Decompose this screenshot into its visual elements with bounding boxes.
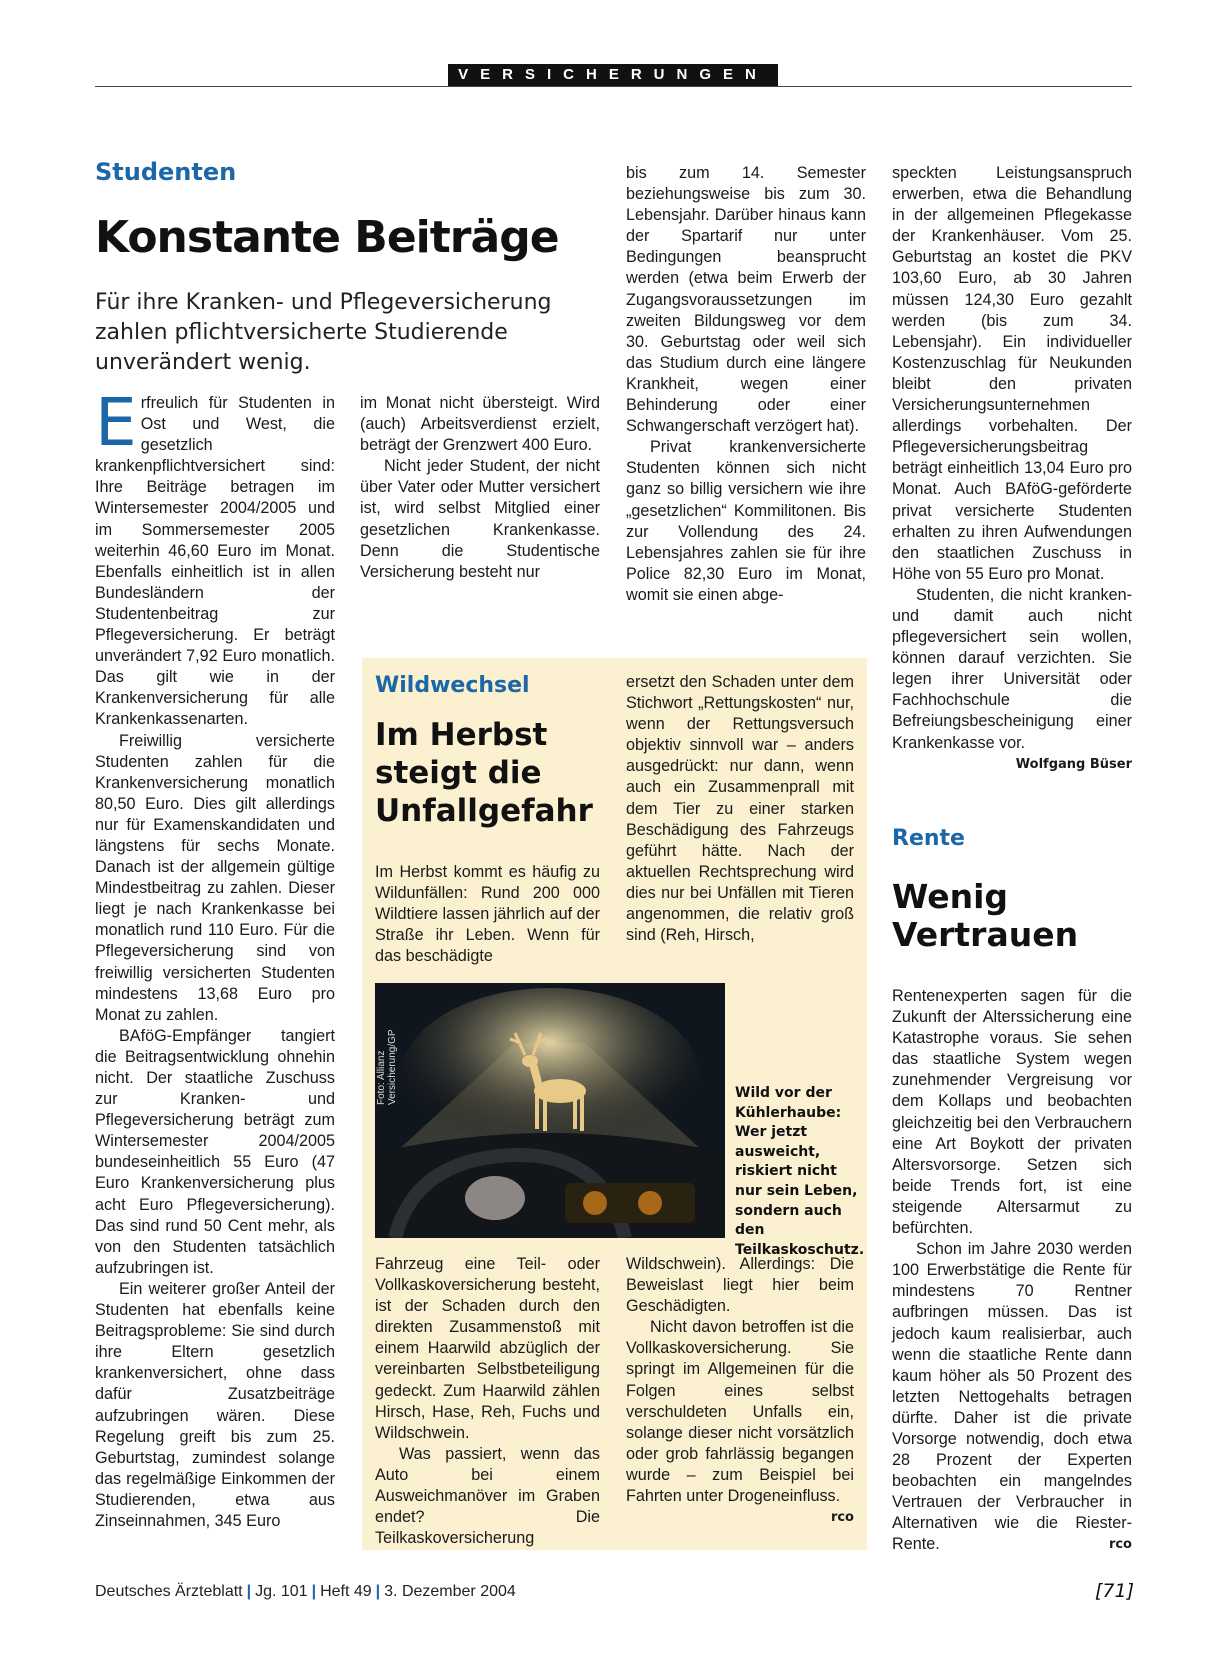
footer-journal: Deutsches Ärzteblatt	[95, 1583, 243, 1600]
article1-col2-p1: im Monat nicht übersteigt. Wird (auch) Arbeitsverdienst erzielt, beträgt der Grenzwert 400 Euro.	[360, 394, 600, 455]
article2-left-bottom-p1: Fahrzeug eine Teil- oder Vollkaskoversicherung besteht, ist der Schaden durch den direkten Zusammenstoß mit einem Haarwild abzüglich der vereinbarten Selbstbeteiligung gedeckt. Zum Haarwild zählen Hirsch, Hase, Reh, Fuchs und Wildschwein.	[375, 1255, 600, 1442]
article2-signature: rco	[830, 1510, 854, 1526]
article1-title: Konstante Beiträge	[95, 212, 559, 263]
article1-col4-p2	[892, 585, 1132, 772]
article2-left-bottom-p2: Was passiert, wenn das Auto bei einem Ausweichmanöver im Graben endet? Die Teilkaskoversicherung	[375, 1444, 600, 1548]
article3-kicker: Rente	[892, 826, 965, 851]
footer-separator: |	[246, 1583, 252, 1600]
article2-right-bottom-p1: Wildschwein). Allerdings: Die Beweislast liegt hier beim Geschädigten.	[626, 1255, 854, 1316]
article2-title-line3: Unfallgefahr	[375, 793, 593, 829]
header-rule	[95, 86, 1132, 87]
footer-date: 3. Dezember 2004	[384, 1583, 516, 1600]
article1-col1-p4: Ein weiterer großer Anteil der Studenten hat ebenfalls keine Beitragsprobleme: Sie sind durch ihre Eltern gesetzlich krankenversichert, ohne dass dafür Zusatzbeiträge aufzubringen wären. Diese Regelung greift bis zum 25. Geburtstag, zumindest solange das regelmäßige Einkommen der Studierenden, etwa aus Zinseinnahmen, 345 Euro	[95, 1279, 335, 1530]
article2-right-top-text: ersetzt den Schaden unter dem Stichwort „Rettungskosten“ nur, wenn der Rettungsversuch objektiv sinnvoll war – anders ausgedrückt: nur dann, wenn auch ein Zusammenprall mit dem Tier zu einer starken Beschädigung des Fahrzeugs geführt hätte. Nach der aktuellen Rechtsprechung wird dies nur bei Unfällen mit Tieren angenommen, die relativ groß sind (Reh, Hirsch,	[626, 673, 854, 945]
article3-title-line1: Wenig	[892, 877, 1009, 916]
article1-col3-p1: bis zum 14. Semester beziehungsweise bis zum 30. Lebensjahr. Darüber hinaus kann der Spartarif nur unter Bedingungen beansprucht werden (etwa beim Erwerb der Zugangsvoraussetzungen im zweiten Bildungsweg vor dem 30. Geburtstag oder weil sich das Studium durch eine längere Krankheit, wegen einer Behinderung oder einer Schwangerschaft verzögert hat).	[626, 164, 866, 436]
footer-volume: Jg. 101	[255, 1583, 308, 1600]
photo-caption: Wild vor der Kühlerhaube: Wer jetzt ausweicht, riskiert nicht nur sein Leben, sondern auch den Teilkaskoschutz.	[735, 1085, 865, 1258]
footer-citation	[95, 1583, 516, 1601]
article1-lead: Für ihre Kranken- und Pflegeversicherung zahlen pflichtversicherte Studierende unverändert wenig.	[95, 290, 552, 375]
article1-col3-p2: Privat krankenversicherte Studenten können sich nicht ganz so billig versichern wie ihre „gesetzlichen“ Kommilitonen. Bis zur Vollendung des 24. Lebensjahres zahlen sie für ihre Police 82,30 Euro im Monat, womit sie einen abge-	[626, 438, 866, 604]
article2-intro	[375, 862, 600, 967]
article2-intro-text: Im Herbst kommt es häufig zu Wildunfällen: Rund 200 000 Wildtiere lassen jährlich auf der Straße ihr Leben. Wenn für das beschädigte	[375, 863, 600, 966]
footer-separator: |	[375, 1583, 381, 1600]
article1-col4-p1: speckten Leistungsanspruch erwerben, etwa die Behandlung in der allgemeinen Pflegekasse der Krankenhäuser. Vom 25. Geburtstag an kostet die PKV 103,60 Euro, ab 30 Jahren müssen 124,30 Euro gezahlt werden (bis zum 34. Lebensjahr). Ein individueller Kostenzuschlag für Neukunden bleibt den privaten Versicherungsunternehmen allerdings vorbehalten. Der Pflegeversicherungsbeitrag beträgt einheitlich 13,04 Euro pro Monat. Auch BAföG-geförderte privat versicherte Studenten erhalten zu ihren Aufwendungen den staatlichen Zuschuss in Höhe von 55 Euro pro Monat.	[892, 164, 1132, 583]
article1-col1-p1: rfreulich für Studenten in Ost und West, die gesetzlich krankenpflichtversichert sind: Ihre Beiträge betragen im Wintersemester 2004/2005 und im Sommersemester 2005 weiterhin 46,60 Euro im Monat. Ebenfalls einheitlich ist in allen Bundesländern der Studentenbeitrag zur Pflegeversicherung. Er beträgt unverändert 7,92 Euro monatlich. Das gilt wie in der Krankenversicherung für alle Krankenkassenarten.	[95, 394, 335, 729]
article3-column	[892, 986, 1132, 1556]
photo-credit: Foto: Allianz Versicherung/GP	[376, 1029, 398, 1105]
article3-p1: Rentenexperten sagen für die Zukunft der Alterssicherung eine Katastrophe voraus. Sie sehen das staatliche System wegen zunehmender Vergreisung vor dem Kollaps und beobachten gleichzeitig bei den Verbrauchern eine Art Boykott der privaten Altersvorsorge. Setzen sich beide Trends fort, ist eine steigende Altersarmut zu befürchten.	[892, 987, 1132, 1238]
deer-headlights-photo	[375, 983, 725, 1238]
author-signature: Wolfgang Büser	[1015, 756, 1132, 772]
footer-issue: Heft 49	[320, 1583, 372, 1600]
article2-kicker: Wildwechsel	[375, 673, 530, 698]
article1-col1-p3: BAföG-Empfänger tangiert die Beitragsentwicklung ohnehin nicht. Der staatliche Zuschuss zur Kranken- und Pflegeversicherung beträgt zum Wintersemester 2004/2005 bundeseinheitlich 55 Euro (47 Euro Krankenversicherung plus acht Euro Pflegeversicherung). Das sind rund 50 Cent mehr, als von den Studenten tatsächlich aufzubringen ist.	[95, 1026, 335, 1277]
page-number: [71]	[1095, 1580, 1135, 1602]
dropcap: E	[95, 384, 137, 461]
article3-p2-text: Schon im Jahre 2030 werden 100 Erwerbstätige die Rente für mindestens 70 Rentner aufbringen müssen. Das ist jedoch kaum realisierbar, auch wenn die staatliche Rente dann kaum höher als 50 Prozent des letzten Nettogehalts betragen dürfte. Daher ist die private Vorsorge notwendig, doch etwa 28 Prozent der Experten beobachten ein mangelndes Vertrauen der Verbraucher in Alternativen wie die Riester-Rente.	[892, 1240, 1132, 1554]
article3-p2	[892, 1239, 1132, 1555]
article2-right-bottom-p2	[626, 1317, 854, 1526]
article1-col4-p2-text: Studenten, die nicht kranken- und damit auch nicht pflegeversichert sein wollen, können darauf verzichten. Sie legen ihrer Universität oder Fachhochschule die Befreiungsbescheinigung einer Krankenkasse vor.	[892, 585, 1132, 752]
article3-title-line2: Vertrauen	[892, 915, 1079, 954]
deer-illustration	[375, 983, 725, 1238]
article2-title	[375, 716, 593, 830]
article2-right-bottom-p2-text: Nicht davon betroffen ist die Vollkaskoversicherung. Sie springt im Allgemeinen für die Folgen eines selbst verschuldeten Unfalls ein, solange dieser nicht vorsätzlich oder grob fahrlässig begangen wurde – zum Beispiel bei Fahrten unter Drogeneinfluss.	[626, 1318, 854, 1506]
article1-column-4	[892, 163, 1132, 775]
article1-column-3	[626, 163, 866, 606]
article3-signature: rco	[1108, 1537, 1132, 1553]
article1-col2-p2: Nicht jeder Student, der nicht über Vater oder Mutter versichert ist, wird selbst Mitglied einer gesetzlichen Krankenkasse. Denn die Studentische Versicherung besteht nur	[360, 457, 600, 581]
article3-title	[892, 878, 1078, 954]
article2-title-line1: Im Herbst	[375, 717, 548, 753]
article1-column-2	[360, 393, 600, 583]
article2-right-bottom	[626, 1254, 854, 1528]
article2-right-top	[626, 672, 854, 946]
article2-title-line2: steigt die	[375, 755, 542, 791]
footer-separator: |	[311, 1583, 317, 1600]
article2-left-bottom	[375, 1254, 600, 1549]
article1-kicker: Studenten	[95, 158, 237, 186]
article1-paragraph	[95, 384, 335, 731]
section-label: VERSICHERUNGEN	[448, 64, 778, 86]
article1-column-1	[95, 384, 335, 1532]
article1-col1-p2: Freiwillig versicherte Studenten zahlen für die Krankenversicherung monatlich 80,50 Euro. Dies gilt allerdings nur für Examenskandidaten und längstens für sechs Monate. Danach ist der allgemein gültige Mindestbeitrag zu zahlen. Dieser liegt je nach Krankenkasse bei monatlich rund 110 Euro. Für die Pflegeversicherung sind von freiwillig versicherten Studenten mindestens 13,68 Euro pro Monat zu zahlen.	[95, 731, 335, 1024]
